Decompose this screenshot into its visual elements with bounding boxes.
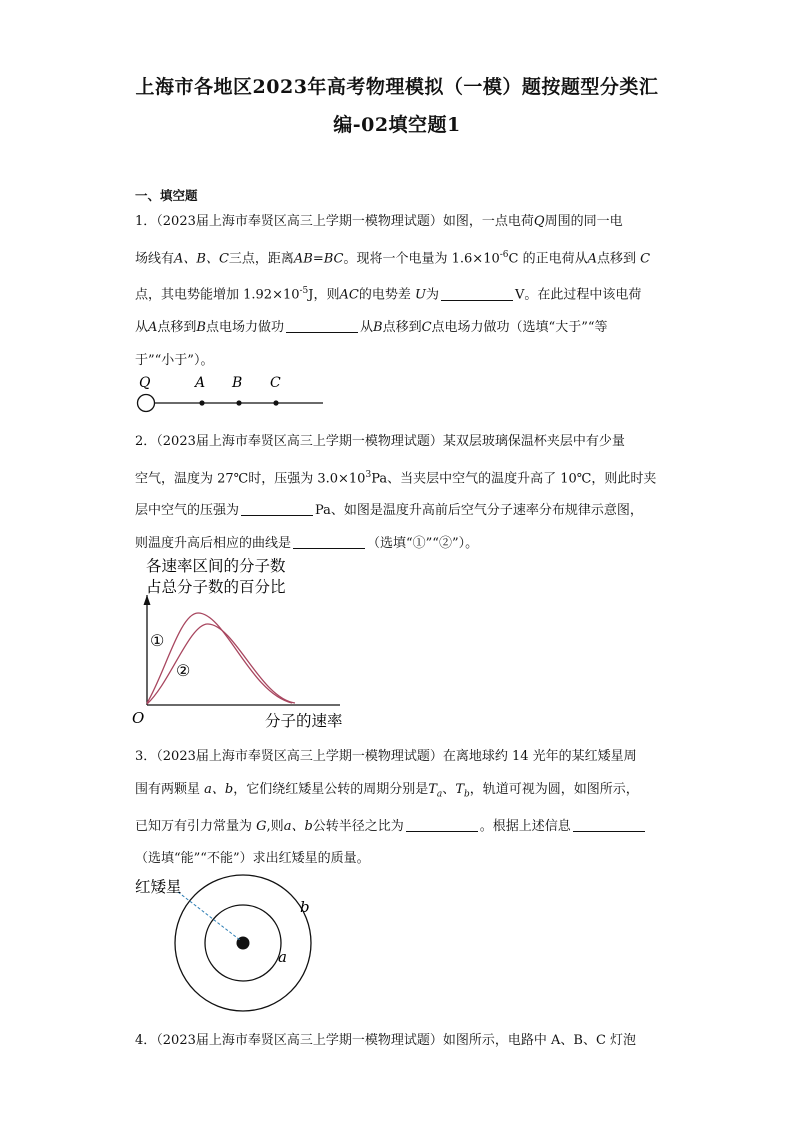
- q1-text: 从: [360, 320, 374, 336]
- q1-var: AC: [339, 287, 359, 303]
- q3-number: 3．: [135, 749, 157, 764]
- q2-text: 则温度升高后相应的曲线是: [135, 535, 292, 551]
- y-axis-arrow: [144, 595, 151, 605]
- label-a: A: [195, 375, 206, 391]
- q1-text: 点移到: [157, 320, 197, 336]
- question-2: [135, 426, 665, 560]
- orbit-a-label: a: [278, 948, 287, 966]
- q1-var: A、B、C: [174, 250, 229, 266]
- q4-source: （2023届上海市奉贤区高三上学期一模物理试题）: [156, 1033, 443, 1048]
- xlabel: 分子的速率: [265, 712, 343, 730]
- curve-2: [147, 624, 295, 704]
- q2-text: 层中空气的压强为: [135, 503, 240, 519]
- q2-exponent: 3: [365, 469, 372, 480]
- q3-text: 已知万有引力常量为: [135, 818, 253, 834]
- q1-var: B: [373, 320, 383, 336]
- q2-answer-blank-2[interactable]: [293, 534, 365, 549]
- q3-text: 公转半径之比为: [312, 818, 404, 834]
- label-q: Q: [139, 375, 151, 391]
- q2-answer-blank-1[interactable]: [241, 501, 313, 516]
- q1-text: 。现将一个电量为 1.6×10: [343, 250, 500, 266]
- q3-text: 围有两颗星: [135, 781, 201, 797]
- star-label: 红矮星: [135, 878, 182, 896]
- document-title-line-2: 编-02填空题1: [333, 114, 461, 136]
- q3-text: ，轨道可视为圆，如图所示，: [469, 781, 639, 797]
- q1-text: 三点，距离: [228, 250, 294, 266]
- q3-var: a、b: [204, 781, 234, 797]
- q1-field-line-figure: [130, 370, 340, 416]
- question-4: [135, 1025, 665, 1058]
- q3-orbit-figure: [130, 868, 330, 1020]
- point-b-dot: [236, 400, 241, 405]
- section-heading: 一、填空题: [135, 188, 198, 203]
- q1-text: 的电势差: [358, 287, 411, 303]
- q3-text: 在离地球约 14 光年的某红矮星周: [442, 749, 637, 764]
- q1-text: 点移到: [382, 320, 422, 336]
- question-1: [135, 206, 665, 377]
- q2-speed-distribution-figure: [130, 553, 370, 731]
- curve-1: [147, 613, 292, 703]
- q2-text: Pa、如图是温度升高前后空气分子速率分布规律示意图，: [315, 503, 643, 519]
- q3-text: ,则: [266, 818, 284, 834]
- label-b: B: [232, 375, 243, 391]
- q3-subscript: b: [463, 789, 470, 800]
- point-charge-q: [138, 395, 155, 412]
- q3-var: a、b: [283, 818, 313, 834]
- q2-source: （2023届上海市奉贤区高三上学期一模物理试题）: [156, 434, 443, 449]
- point-a-dot: [199, 400, 204, 405]
- q1-var: AB=BC: [293, 250, 344, 266]
- q1-source: （2023届上海市奉贤区高三上学期一模物理试题）: [156, 214, 443, 229]
- q1-text: J，则: [308, 287, 340, 303]
- curve-1-label: ①: [150, 631, 165, 650]
- label-c: C: [270, 375, 281, 391]
- q1-var: C: [421, 320, 432, 336]
- q3-var: T: [428, 781, 437, 797]
- q3-text: ，它们绕红矮星公转的周期分别是: [233, 781, 429, 797]
- q1-text: V。在此过程中该电荷: [515, 287, 642, 303]
- q1-text: 点电场力做功: [205, 320, 284, 336]
- q2-text: 空气，温度为 27℃时，压强为 3.0×10: [135, 470, 366, 486]
- ylabel-line-2: 占总分子数的百分比: [146, 578, 286, 596]
- ylabel-line-1: 各速率区间的分子数: [146, 557, 286, 575]
- q1-text: 点电场力做功（选填“大于”“等: [431, 320, 608, 336]
- star-pointer-line: [178, 892, 240, 940]
- question-3: [135, 741, 665, 876]
- document-title-line-1: 上海市各地区2023年高考物理模拟（一模）题按题型分类汇: [135, 76, 659, 98]
- q1-text: 如图，一点电荷: [442, 214, 534, 229]
- q2-text: （选填“①”“②”）。: [367, 535, 479, 551]
- q1-number: 1．: [135, 214, 157, 229]
- q1-text: 从: [135, 320, 149, 336]
- q1-text: 点移到: [597, 250, 637, 266]
- q1-answer-blank-1[interactable]: [441, 286, 513, 301]
- q1-var: C: [640, 250, 651, 266]
- q3-source: （2023届上海市奉贤区高三上学期一模物理试题）: [156, 749, 443, 764]
- q1-answer-blank-2[interactable]: [286, 318, 358, 333]
- point-c-dot: [273, 400, 278, 405]
- q2-number: 2．: [135, 434, 157, 449]
- q1-exponent: -5: [299, 286, 309, 297]
- q1-var: B: [196, 320, 206, 336]
- q4-number: 4．: [135, 1033, 157, 1048]
- q3-text: 、: [442, 781, 456, 797]
- q1-text: 场线有: [135, 250, 175, 266]
- orbit-b-label: b: [300, 898, 310, 916]
- curve-2-label: ②: [176, 661, 191, 680]
- q3-var: G: [256, 818, 267, 834]
- q1-var: U: [415, 287, 426, 303]
- q4-text: 如图所示，电路中 A、B、C 灯泡: [442, 1033, 637, 1048]
- q2-text: Pa、当夹层中空气的温度升高了 10℃，则此时夹: [371, 470, 657, 486]
- q1-text: 点，其电势能增加 1.92×10: [135, 287, 300, 303]
- q1-exponent: -6: [499, 249, 509, 260]
- q1-text: 为: [425, 287, 439, 303]
- q3-text: 。根据上述信息: [479, 818, 571, 834]
- q3-subscript: a: [436, 789, 443, 800]
- q1-var: Q: [533, 214, 545, 229]
- q3-text: （选填“能”“不能”）求出红矮星的质量。: [135, 851, 370, 867]
- q1-var: A: [148, 320, 158, 336]
- q1-text: 周围的同一电: [544, 214, 623, 229]
- q1-var: A: [587, 250, 598, 266]
- q3-answer-blank-1[interactable]: [406, 817, 478, 832]
- q3-var: T: [455, 781, 464, 797]
- q1-text: C 的正电荷从: [508, 250, 588, 266]
- q2-text: 某双层玻璃保温杯夹层中有少量: [442, 434, 625, 449]
- q3-answer-blank-2[interactable]: [573, 817, 645, 832]
- q1-text: 于”“小于”）。: [135, 352, 214, 368]
- origin-label: O: [132, 709, 145, 727]
